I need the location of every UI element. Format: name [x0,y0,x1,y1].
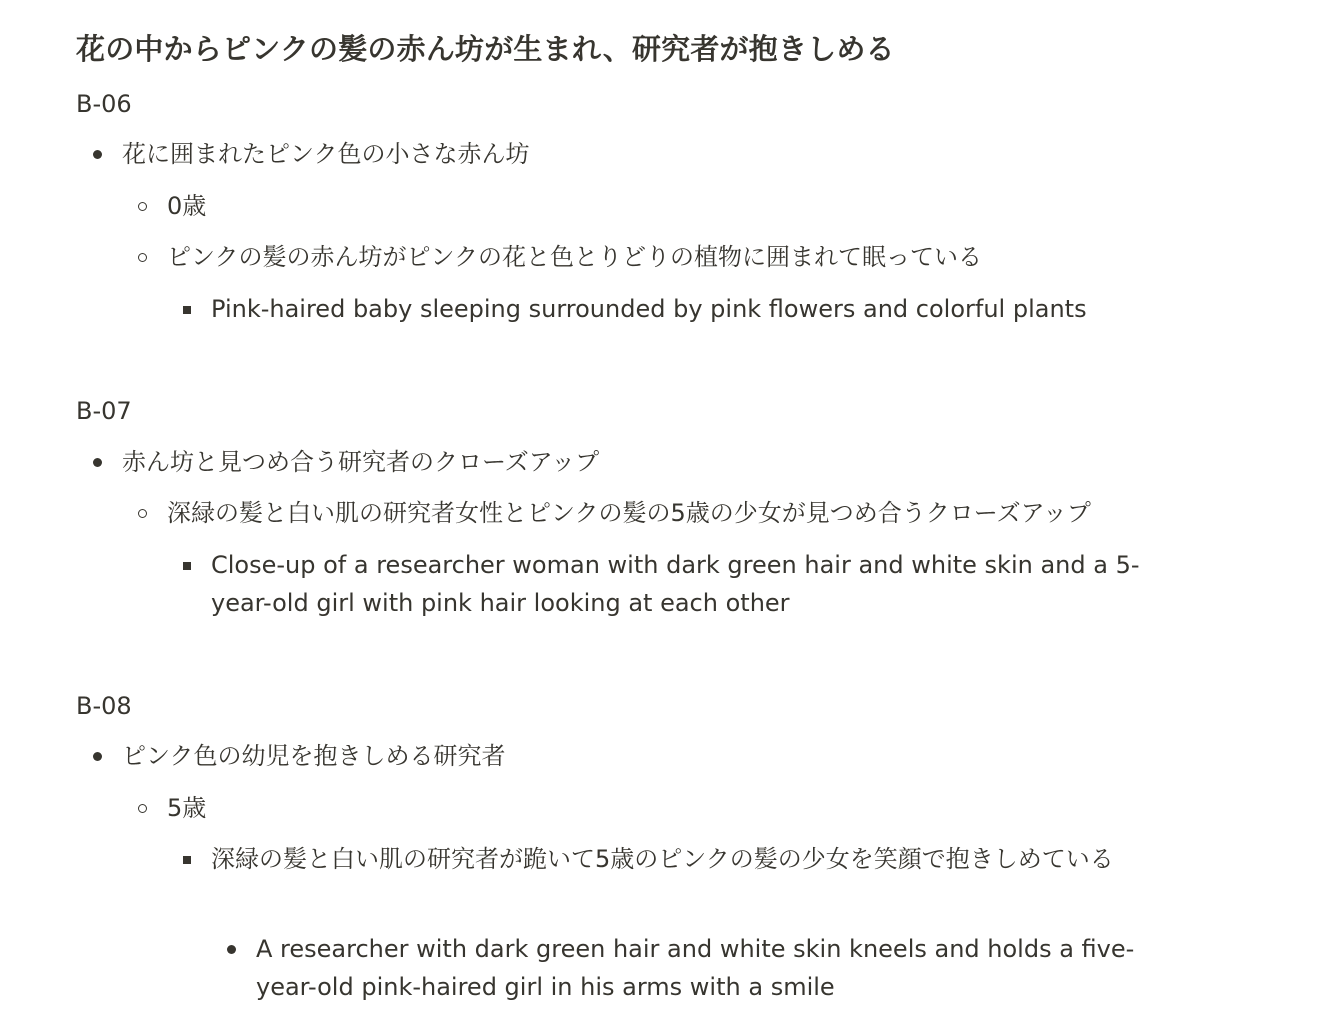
list-item [211,840,1156,878]
list-item [167,789,206,827]
section-label-b06: B-06 [76,90,132,118]
list-item-text: 5歳 [167,794,207,822]
page-title: 花の中からピンクの髪の赤ん坊が生まれ、研究者が抱きしめる [76,32,895,66]
bullet-square-icon [177,840,197,878]
bullet-circle-icon [133,494,153,532]
list-item-text: ピンク色の幼児を抱きしめる研究者 [122,742,506,770]
list-item-text: 深緑の髪と白い肌の研究者が跪いて5歳のピンクの髪の少女を笑顔で抱きしめている [211,845,1114,873]
bullet-square-icon [177,546,197,584]
bullet-disc-icon [88,443,108,481]
section-label-b07: B-07 [76,397,132,425]
bullet-disc-icon [88,135,108,173]
list-item-text: ピンクの髪の赤ん坊がピンクの花と色とりどりの植物に囲まれて眠っている [167,243,983,271]
list-item-text: A researcher with dark green hair and white skin kneels and holds a five-year-old pink-haired girl in his arms with a smile [256,935,1135,1001]
list-item [122,443,599,481]
list-item [211,546,1156,622]
list-item [122,135,530,173]
bullet-circle-icon [133,187,153,225]
bullet-circle-icon [133,789,153,827]
bullet-circle-icon [133,238,153,276]
list-item-text: Pink-haired baby sleeping surrounded by pink flowers and colorful plants [211,295,1087,323]
list-item-text: 深緑の髪と白い肌の研究者女性とピンクの髪の5歳の少女が見つめ合うクローズアップ [167,499,1091,527]
list-item-text: Close-up of a researcher woman with dark green hair and white skin and a 5-year-old girl with pink hair looking at each other [211,551,1140,617]
bullet-disc-icon [222,930,242,968]
list-item [211,290,1087,328]
list-item-text: 花に囲まれたピンク色の小さな赤ん坊 [122,140,530,168]
list-item [256,930,1166,1006]
bullet-disc-icon [88,737,108,775]
list-item [167,494,1091,532]
section-label-b08: B-08 [76,692,132,720]
list-item [167,187,206,225]
list-item-text: 赤ん坊と見つめ合う研究者のクローズアップ [122,448,600,476]
list-item [122,737,506,775]
bullet-square-icon [177,290,197,328]
list-item [167,238,982,276]
list-item-text: 0歳 [167,192,207,220]
